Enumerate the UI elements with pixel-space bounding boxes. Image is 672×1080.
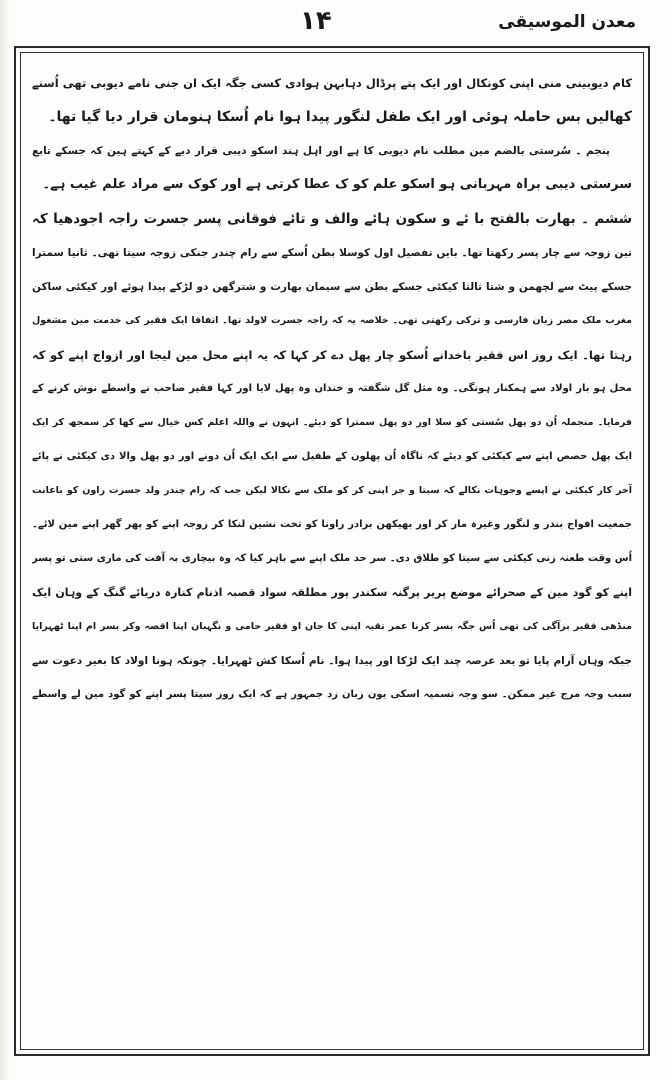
text-line: اپنے کو گود مین کے صحرائے موضع پریر پرگنہ سکندر پور مطلقہ سواد قصبہ اذنام کنارہ دریائے گنگ کے وہان ایک (32, 586, 632, 599)
text-line: جسکے پیٹ سے لچھمن و شتا ثالثا کیکئی جسکے بطن سے سیمان بھارت و شترگھن دو لڑکے پیدا ہوئے اور کیکئی ساکن (32, 281, 632, 293)
page-number: ۱۴ (300, 6, 332, 36)
text-line: جبکہ وہان آرام پایا تو بعد عرصہ چند ایک لڑکا اور پیدا ہوا۔ نام اُسکا کش ٹھہرایا۔ چونکہ ہونا اولاد کا بغیر دعوت سے (32, 655, 632, 667)
text-line: کام دیوبینی منی اپنی کونکال اور ایک پتے پرڈال دہابہن ہوادی کسی جگہ ایک ان جنی نامے دیوبی تھی اُسنے (32, 76, 632, 90)
text-line: سرستی دیبی براہ مہربانی ہو اسکو علم کو ک عطا کرتی ہے اور کوک سے مراد علم غیب ہے۔ (42, 177, 632, 192)
text-line: جمعیت افواج بندر و لنگور وغیرہ مار کر اور بھیکھن برادر راونا کو تخت نشین لنکا کر زوجہ اپنے کو پھر گھر اپنے مین لائے۔ (32, 519, 632, 530)
scan-edge-shadow (0, 0, 10, 1080)
text-line: کھالیں بس حاملہ ہوئی اور ایک طفل لنگور پیدا ہوا نام اُسکا ہنومان قرار دیا گیا تھا۔ (48, 109, 632, 125)
running-title: معدن الموسیقی (498, 12, 636, 32)
text-line: تین زوجہ سے چار پسر رکھتا تھا۔ بایں تفصیل اول کوسلا بطن اُسکے سے رام چندر جنکی زوجہ سیتا تھی۔ ثانیا سمترا (32, 247, 632, 259)
text-line: محل ہو بار اولاد سے ہمکنار ہونگی۔ وہ مثل گل شگفتہ و خندان وہ پھل لایا اور کہا فقیر صاحب نے واسطے نوش کرنے کے (32, 383, 632, 394)
text-line: اُس وقت طعنہ زنی کیکئی سے سیتا کو طلاق دی۔ سر حد ملک اپنے سے باہر کیا کہ وہ بیچاری بہ آفت کی ماری ستی تو پسر (32, 553, 632, 564)
text-line: رہتا تھا۔ ایک روز اس فقیر باخدانے اُسکو چار پھل دے کر کہا کہ یہ اپنے محل مین لیجا اور ازواج اپنے کو کہ (32, 348, 632, 362)
text-line: آخر کار کیکئی نے اپسے وجوہات نکالے کہ سیتا و جر اپنی کر کو ملک سے نکالا لیکن جب کہ رام چندر ولد جسرت راون کو باعانت (32, 485, 632, 496)
page-header (0, 0, 672, 52)
body-text (32, 66, 632, 1046)
text-line: ششم ۔ بھارت بالفتح با ئے و سکون ہائے والف و تائے فوقانی پسر جسرت راجہ اجودھیا کہ (32, 211, 632, 227)
text-line: منڈھی فقیر برآگی کی تھی اُس جگہ بسر کرنا عمر تقیہ اپنی کا جان او فقیر حامی و نگہبان اپنا اقصہ وکر بسر ام اپنا ٹھہرایا (32, 621, 632, 632)
text-line: سبب وجہ مرج غیر ممکن۔ سو وجہ تسمیہ اسکی یون زبان زد جمہور ہے کہ ایک روز سیتا پسر اپنے کو گود مین لے واسطے (32, 689, 632, 700)
text-line: ایک پھل حصص اپنے سے کیکئی کو دیئے کہ ناگاہ اُن پھلون کے طفیل سے ایک ایک اُن دونے اور دو پھل والا دی کیکئی نے پائے (32, 451, 632, 462)
text-line: مغرب ملک مصر زبان فارسی و ترکی رکھتی تھی۔ خلاصہ یہ کہ راجہ جسرت لاولد تھا۔ اتفاقا ایک فقیر کی خدمت مین مشغول (32, 315, 632, 326)
text-line: پنجم ۔ سُرستی بالضم مین مطلب نام دیوبی کا ہے اور اہل ہند اسکو دیبی قرار دیے کے کہتے ہین کہ جسکے تابع (32, 145, 610, 157)
text-line: فرمایا۔ منجملہ اُن دو پھل سُستی کو سلا اور دو پھل سمترا کو دیئے۔ انہون نے واللہ اعلم کس خیال سے کھا کر سمجھ کر ایک (32, 417, 632, 428)
